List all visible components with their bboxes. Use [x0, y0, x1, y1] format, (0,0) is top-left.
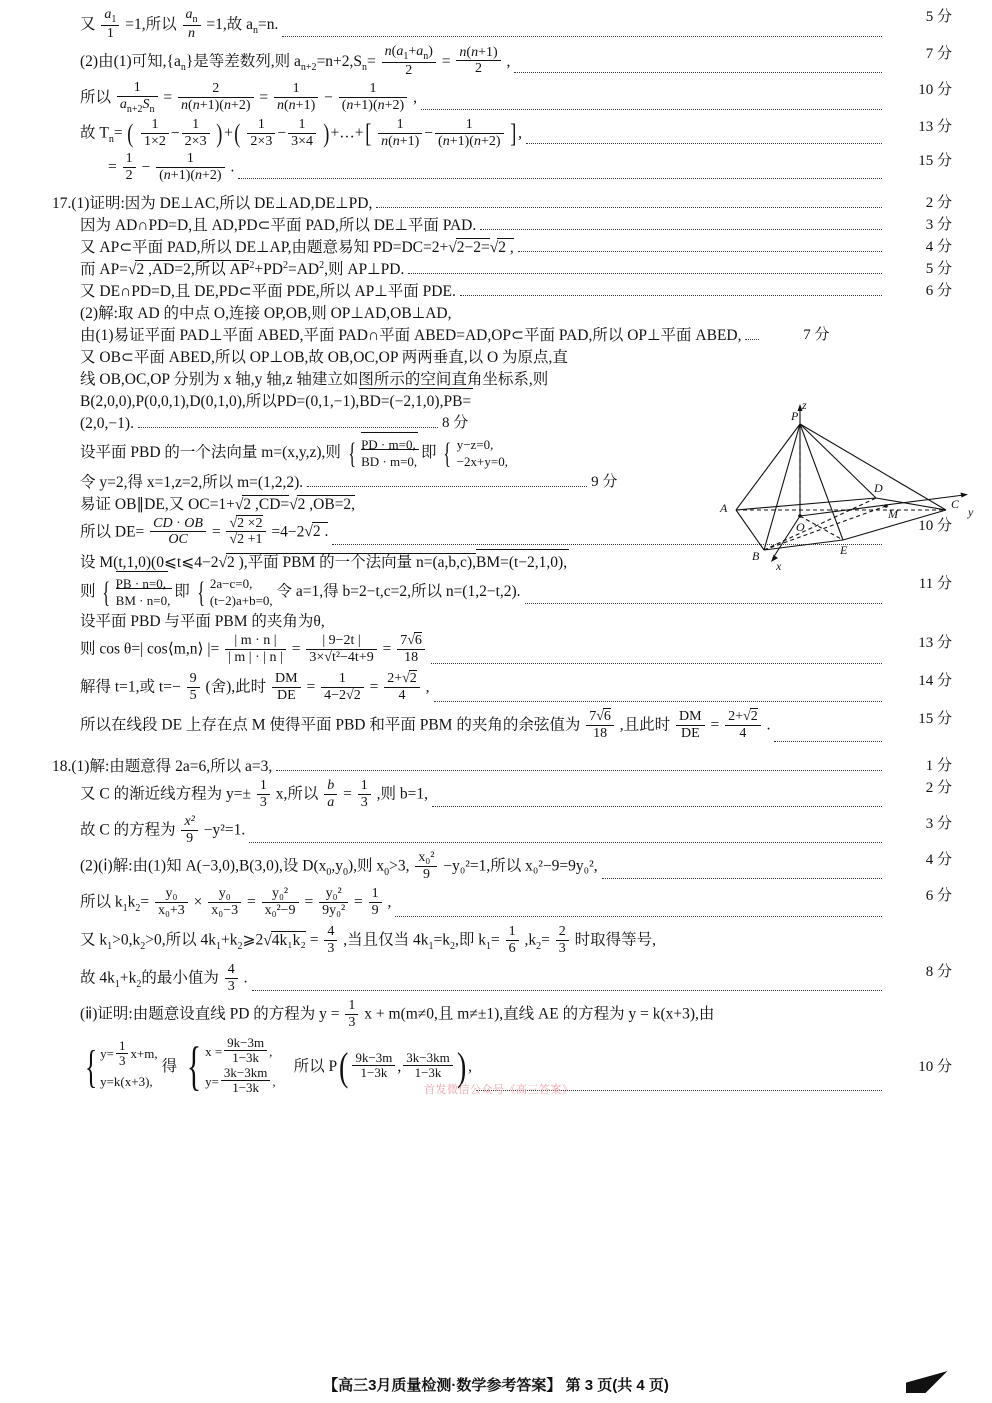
q18-l4-g: −y₀²=1,所以 x₀²−9=9y₀², — [443, 857, 598, 875]
q17-line-9 — [52, 370, 952, 390]
q16-l3-e: , — [413, 89, 417, 107]
q16-l2-d: = — [367, 52, 376, 70]
q18-l5-c: = — [140, 893, 150, 911]
q18-line-5: 所以 $k_1k_2=$ $\frac{\text{y₀}}{\text{x₀+3}}$ × $\frac{\text{y₀}}{\text{x₀−3}}$ = $\frac{\text{y₀²}}{\text{x₀²−9}}$ = $\frac{\text{y₀²}}{\text{9y₀²}}$ = $\frac{1}{9}$ , 6 分 — [80, 885, 952, 918]
q16-l3-d: − — [324, 89, 333, 107]
q18-l6-p: ,k — [524, 931, 537, 949]
q16-l1-d: =n. — [258, 15, 279, 33]
q17-l16-a: 设 M(t,1,0)(0⩽t⩽4−2 — [80, 553, 219, 571]
q18-l6-m: = — [491, 931, 500, 949]
q18-l9-h: 9k−3m — [224, 1036, 267, 1052]
q18-l6-n: 1 — [506, 924, 519, 941]
q17-l17-b: PB · n=0, — [115, 575, 166, 591]
q18-l5-o: = — [354, 893, 363, 911]
q18-l9-c: 3 — [118, 1053, 126, 1069]
q18-l2-c: 3 — [259, 794, 267, 810]
q18-number: 18. — [52, 757, 72, 775]
q18-l5-n: 9y₀² — [322, 902, 346, 918]
q17-l20-j: 2 — [353, 687, 361, 703]
q17-line-4: 而 AP= √ 2 ,AD=2,所以 $AP^2+PD^2=AD^2$,则 AP⊥PD. 5 分 — [52, 260, 952, 280]
q18-l5-q: 9 — [371, 902, 379, 918]
q17-l20-e: DM — [272, 671, 301, 688]
q18-l7-c: 的最小值为 — [141, 969, 219, 987]
q18-l5-i: = — [246, 893, 256, 911]
q18-l9-j: , — [269, 1043, 273, 1059]
q16-l5-b: − — [141, 159, 151, 177]
dot-leader — [395, 906, 882, 917]
q17-l17-f: (t−2)a+b=0, — [209, 593, 273, 609]
q18-l5-d: y₀ — [155, 886, 188, 903]
q17-l3-c: 2 , — [498, 238, 514, 256]
q17-l1-score: 2 分 — [925, 194, 952, 211]
q17-number: 17. — [52, 194, 72, 212]
q17-l4-a: 而 AP= — [80, 260, 128, 278]
q18-l9-e: y=k(x+3), — [100, 1073, 153, 1089]
solid-geometry-figure — [716, 398, 984, 573]
figure-label-B: B — [752, 549, 760, 563]
q17-l19-a: 则 cos θ=| cos⟨m,n⟩ |= — [80, 640, 220, 658]
q17-l7-score: 7 分 — [803, 326, 830, 343]
q18-l9-p: 9k−3m — [352, 1051, 395, 1067]
q17-l20-l: 2+ — [387, 670, 403, 686]
q18-l7-d: 4 — [225, 962, 238, 979]
dot-leader — [408, 263, 882, 274]
q18-l5-m: y₀² — [319, 886, 348, 903]
dot-leader — [745, 329, 759, 340]
q18-l9-i: 1−3k — [232, 1050, 260, 1066]
q18-l5-r: , — [387, 893, 392, 911]
q17-l15-a: 所以 DE= — [80, 523, 145, 541]
q17-l3-b: 2−2= — [456, 238, 490, 256]
q17-line-20: 解得 t=1,或 t=− $\frac{9}{5}$ (舍),此时 $\frac{DM}{DE}$ = $\frac{1}{4-2 √ 2}$ = $\frac{2+ √ 2}{4}$ , 14 分 — [52, 672, 952, 708]
q18-l3-a: 故 C 的方程为 — [80, 821, 176, 839]
q18-l5-g: y₀ — [208, 886, 241, 903]
q17-l4-c: +PD — [254, 260, 283, 278]
q17-l20-f: DE — [276, 687, 296, 703]
watermark-text: 首发微信公众号《高三答案》 — [424, 1084, 574, 1096]
q17-line-7 — [52, 326, 952, 346]
q18-l6-e: ⩾2 — [242, 931, 264, 949]
q17-l12-a: 设平面 PBD 的一个法向量 m=(x,y,z),则 — [80, 443, 341, 461]
q17-l21-d: 18 — [593, 725, 608, 741]
q17-l19-d: = — [291, 640, 301, 658]
q16-l2-c: =n+2,S — [316, 52, 363, 70]
q17-l21-score: 15 分 — [918, 710, 952, 727]
q17-l4-b: 2 ,AD=2,所以 AP — [136, 260, 250, 278]
q18-l2-g: = — [343, 785, 352, 803]
q17-l21-l: . — [766, 716, 771, 734]
q16-line-3: 所以 $\frac{1}{a_{n+2}S_n}$ = $\frac{2}{n(n+1)(n+2)}$ = $\frac{1}{n(n+1)}$ − $\frac{1}{(n+1)(n+2)}$ , 10 分 — [80, 80, 952, 115]
q18-l5-h: x₀−3 — [211, 902, 239, 918]
q18-l1: (1)解:由题意得 2a=6,所以 a=3, — [71, 757, 273, 775]
q17-l19-g: t²−4t+9 — [331, 649, 374, 665]
q17-l10-c: PB= — [443, 392, 472, 410]
q17-l14-c: 2 ,OB=2, — [297, 495, 356, 513]
q18-l9-q: 1−3k — [360, 1065, 388, 1081]
q17-l19-b: | m · n | — [225, 633, 286, 650]
q18-l4-a: (2)(ⅰ)解:由(1)知 A(−3,0),B(3,0),设 D(x — [80, 857, 327, 875]
q18-line-9: { y= $\frac{1}{3}$ x+m, y=k(x+3), 得 { x = $\frac{9k-3m}{1-3k}$ , y= $\frac{3k-3km}{1-3k}$ , 所以 P ( $\frac{9k-3m}{1-3k}$ , $\frac{3k-3km}{1-3k}$ ) , 10 分 — [84, 1034, 952, 1097]
q18-l8-d: x + m(m≠0,且 m≠±1),直线 AE 的方程为 y = k(x+3),由 — [364, 1005, 715, 1023]
q17-l5-score: 6 分 — [925, 282, 952, 299]
q17-l21-f: DM — [676, 709, 705, 726]
q18-l6-h: 4 — [324, 924, 337, 941]
q17-l2-score: 3 分 — [925, 216, 952, 233]
q16-l5-a: = — [108, 159, 117, 177]
q18-l9-d: x+m, — [130, 1046, 158, 1062]
q18-l9-l: 3k−3km — [221, 1066, 270, 1082]
q18-l7-e: 3 — [227, 978, 235, 994]
q17-l18: 设平面 PBD 与平面 PBM 的夹角为θ, — [80, 612, 325, 630]
dot-leader — [774, 731, 882, 742]
q17-l17-g: 令 a=1,得 b=2−t,c=2,所以 n=(1,2−t,2). — [276, 582, 521, 600]
q18-line-3 — [52, 815, 952, 849]
q18-l9-o: 所以 P — [293, 1058, 338, 1076]
dot-leader — [514, 62, 882, 73]
q18-l7-b: +k — [119, 969, 137, 987]
q18-l6-a: 又 k — [80, 931, 108, 949]
q18-l9-g: x = — [205, 1043, 223, 1059]
dot-leader — [307, 476, 587, 487]
q17-l14-b: 2 ,CD= — [243, 495, 290, 513]
q18-l9-t: 1−3k — [414, 1065, 442, 1081]
dot-leader — [480, 219, 882, 230]
q18-l6-b: >0,k — [112, 931, 141, 949]
q16-l2-a: (2)由(1)可知,{a — [80, 52, 181, 70]
q17-l4-score: 5 分 — [925, 260, 952, 277]
q16-l1-a: 又 — [80, 15, 96, 33]
q18-line-2 — [52, 779, 952, 813]
q18-l9-k: y= — [205, 1073, 219, 1089]
q16-line-1: 又 $\frac{a_1}{1}$ =1,所以 $\frac{a_n}{n}$ =1,故 $a_n=n$. 5 分 — [80, 7, 952, 41]
q18-l5-score: 6 分 — [925, 887, 952, 904]
q18-line-1 — [52, 757, 952, 777]
q16-l2-e: = — [441, 52, 451, 70]
q18-line-8 — [52, 999, 952, 1035]
q17-l12-e: y−z=0, — [456, 436, 494, 452]
q17-l19-i: 7 — [400, 632, 408, 648]
q16-l5-c: . — [230, 159, 235, 177]
q16-l2-score: 7 分 — [925, 45, 952, 62]
q16-l1-c: =1,故 a — [206, 15, 254, 33]
q17-l20-i: 4−2 — [324, 687, 347, 703]
q17-line-21 — [52, 710, 952, 748]
q18-l2-f: a — [327, 794, 335, 810]
q17-l16-b: 2 ),平面 PBM 的一个法向量 n=(a,b,c), — [227, 553, 476, 571]
q18-l2-b: 1 — [257, 778, 270, 795]
figure-label-z: z — [802, 398, 807, 412]
q16-line-4: 故 $T_n=$ ( $\frac{1}{1\times 2}$ − $\frac{1}{2\times 3}$ )+( $\frac{1}{2\times 3}$ − $\frac{1}{3\times 4}$ )+…+[ $\frac{1}{n(n+1)}$ − $\frac{1}{(n+1)(n+2)}$ ], 13 分 — [80, 116, 952, 149]
q17-l19-j: 6 — [414, 632, 422, 648]
q18-l5-j: y₀² — [262, 886, 299, 903]
q18-l6-l: ,即 k — [454, 931, 486, 949]
q18-l9-m: 1−3k — [232, 1080, 260, 1096]
q18-l4-f: 9 — [422, 866, 430, 882]
dot-leader — [460, 285, 882, 296]
q18-l6-k: =k — [433, 931, 450, 949]
q18-l3-score: 3 分 — [925, 815, 952, 832]
q17-l20-d: (舍),此时 — [205, 678, 267, 696]
q16-l2-b: }是等差数列,则 a — [185, 52, 301, 70]
q17-l2: 因为 AD∩PD=D,且 AD,PD⊂平面 PAD,所以 DE⊥平面 PAD. — [80, 216, 477, 234]
figure-label-E: E — [840, 543, 848, 557]
dot-leader — [376, 197, 882, 208]
q16-l3-a: 所以 — [80, 89, 112, 107]
q17-l4-e: ,则 AP⊥PD. — [324, 260, 405, 278]
q17-line-2 — [52, 216, 952, 236]
figure-label-A: A — [720, 501, 728, 515]
q18-l6-j: ,当且仅当 4k — [343, 931, 429, 949]
q17-l17-a: 则 — [80, 582, 96, 600]
figure-label-P: P — [791, 409, 799, 423]
q18-l6-q: = — [541, 931, 550, 949]
q18-l5-e: x₀+3 — [158, 902, 185, 918]
q18-l6-d: +k — [221, 931, 238, 949]
q17-line-18 — [52, 612, 952, 632]
q17-line-17: 则 { PB · n=0, BM · n=0, 即 { 2a−c=0, (t−2)a+b=0, 令 a=1,得 b=2−t,c=2,所以 n=(1,2−t,2). 11 分 — [80, 575, 952, 609]
q17-l10-b: BD=(−2,1,0), — [359, 392, 444, 410]
q17-l4-d: =AD — [287, 260, 320, 278]
q17-l8: 又 OB⊂平面 ABED,所以 OP⊥OB,故 OB,OC,OP 两两垂直,以 O 为原点,直 — [80, 348, 568, 366]
q17-l21-c: 6 — [603, 708, 611, 724]
dot-leader — [282, 26, 882, 37]
q18-l2-i: 3 — [360, 794, 368, 810]
q18-l6-g: = — [309, 931, 319, 949]
q17-line-8 — [52, 348, 952, 368]
q17-l20-m: 2 — [409, 670, 417, 686]
q18-line-7: 故 $4k_1+k_2$的最小值为 $\frac{4}{3}$ . 8 分 — [80, 961, 952, 994]
q17-l20-h: 1 — [321, 671, 364, 688]
q18-l7-score: 8 分 — [925, 963, 952, 980]
q17-l3-score: 4 分 — [925, 238, 952, 255]
q17-l21-g: DE — [680, 725, 700, 741]
q17-l19-e: | 9−2t | — [306, 633, 376, 650]
q17-l21-k: 4 — [739, 725, 747, 741]
q17-line-15: 所以 DE= $\frac{CD \cdot OB}{OC}$ = √ 2 ×2 √ 2 +1 =4−2 √ 2 . 10 分 — [52, 517, 952, 551]
dot-leader — [518, 241, 882, 252]
q17-l17-d: 即 — [174, 582, 190, 600]
q17-l20-c: 5 — [189, 687, 197, 703]
dot-leader — [434, 691, 882, 702]
q17-l21-j: 2 — [750, 708, 758, 724]
q17-line-6 — [52, 304, 952, 324]
q18-l2-d: x,所以 — [275, 785, 319, 803]
q16-line-2: (2)由(1)可知$,\{a_n\}$是等差数列,则 $a_{n+2}=n+2,S_n=$ $\frac{n(a_1+a_n)}{2}$ = $\frac{n(n+1)}{2}$ , 7 分 — [80, 43, 952, 78]
q17-l19-score: 13 分 — [918, 634, 952, 651]
q18-l5-a: 所以 k — [80, 893, 123, 911]
q17-l17-c: BM · n=0, — [115, 593, 171, 609]
dot-leader — [526, 133, 882, 144]
q17-l20-b: 9 — [187, 671, 200, 688]
q17-l12-b: PD · m=0, — [361, 436, 416, 452]
q18-l8-c: 3 — [348, 1014, 356, 1030]
q17-l19-k: 18 — [404, 649, 419, 665]
q17-l21-b: 7 — [589, 708, 597, 724]
q18-l5-l: = — [304, 893, 314, 911]
q17-l19-h: = — [382, 640, 392, 658]
q18-l9-n: , — [272, 1073, 276, 1089]
q17-l16-c: BM=(t−2,1,0), — [475, 553, 568, 571]
figure-label-M: M — [888, 507, 898, 521]
dot-leader — [431, 653, 882, 664]
q17-l20-g: = — [306, 678, 316, 696]
q18-l2-h: 1 — [358, 778, 371, 795]
q18-l3-c: 9 — [186, 830, 194, 846]
q17-l12-c: BD · m=0, — [361, 454, 418, 470]
q18-l6-s: 3 — [558, 940, 566, 956]
dot-leader — [602, 868, 882, 879]
q16-l5-score: 15 分 — [918, 153, 952, 170]
dot-leader — [525, 593, 882, 604]
q17-l15-c: =4−2 — [271, 523, 305, 541]
q17-line-3 — [52, 238, 952, 258]
q16-l1-b: =1,所以 — [125, 15, 177, 33]
dot-leader — [432, 796, 882, 807]
q18-line-6: 又 $k_1>0,k_2>0$,所以 $4k_1+k_2⩾2$ √ 4k₁k₂ = $\frac{4}{3}$ ,当且仅当 $4k_1=k_2$,即 $k_1=$ $\frac{1}{6}$ $,k_2=$ $\frac{2}{3}$ 时取得等号, — [52, 925, 952, 961]
q17-l20-k: = — [369, 678, 379, 696]
q18-l5-b: k — [127, 893, 136, 911]
q18-l7-a: 故 4k — [80, 969, 115, 987]
figure-label-O: O — [796, 520, 805, 534]
q18-l6-t: 时取得等号, — [574, 931, 657, 949]
q16-l4-score: 13 分 — [918, 118, 952, 135]
q17-line-12: 设平面 PBD 的一个法向量 m=(x,y,z),则 { PD · m=0, BD · m=0, 即 { y−z=0, −2x+y=0, — [80, 436, 508, 470]
q18-l3-d: −y²=1. — [203, 821, 246, 839]
q18-l6-i: 3 — [327, 940, 335, 956]
q17-l9: 线 OB,OC,OP 分别为 x 轴,y 轴,z 轴建立如图所示的空间直角坐标系,则 — [80, 370, 549, 388]
q17-l19-f: 3× — [309, 649, 325, 665]
q18-l6-o: 6 — [508, 940, 516, 956]
q17-l14-a: 易证 OB∥DE,又 OC=1+ — [80, 495, 235, 513]
q18-l6-c: >0,所以 4k — [145, 931, 217, 949]
q17-l21-e: ,且此时 — [619, 716, 671, 734]
figure-label-x: x — [776, 559, 782, 573]
q18-l6-r: 2 — [556, 924, 569, 941]
q18-l2-score: 2 分 — [925, 779, 952, 796]
q18-l5-p: 1 — [369, 886, 382, 903]
page-footer: 【高三3月质量检测·数学参考答案】 第 3 页(共 4 页) — [323, 1377, 669, 1394]
q18-l2-e: b — [327, 777, 335, 793]
q18-l8-a: (ⅱ)证明:由题意设直线 PD 的方程为 y = — [80, 1005, 340, 1023]
dot-leader — [238, 168, 882, 179]
q16-l4-b: = — [113, 124, 123, 142]
figure-label-C: C — [951, 497, 960, 511]
q18-l4-e: x₀² — [415, 850, 437, 867]
q18-l9-b: 1 — [116, 1039, 129, 1055]
q17-l13: 令 y=2,得 x=1,z=2,所以 m=(1,2,2). — [80, 473, 304, 491]
q17-l21-a: 所以在线段 DE 上存在点 M 使得平面 PBD 和平面 PBM 的夹角的余弦值为 — [80, 716, 581, 734]
q16-l2-f: , — [506, 52, 511, 70]
q17-l7: 由(1)易证平面 PAD⊥平面 ABED,平面 PAD∩平面 ABED=AD,OP⊂平面 PAD,所以 OP⊥平面 ABED, — [80, 326, 742, 344]
q18-l4-d: >3, — [389, 857, 410, 875]
q17-l20-a: 解得 t=1,或 t=− — [80, 678, 181, 696]
q18-line-4: (2)(ⅰ)解:由(1)知 A(−3,0),B(3,0),设 $D(x_0,y_0)$,则 $x_0>3$, $\frac{\text{x₀²}}{9}$ −y₀²=1,所以 x₀²−9=9y₀², 4 分 — [80, 849, 952, 882]
q17-l5: 又 DE∩PD=D,且 DE,PD⊂平面 PDE,所以 AP⊥平面 PDE. — [80, 282, 456, 300]
q17-l3-a: 又 AP⊂平面 PAD,所以 DE⊥AP,由题意易知 PD=DC=2+ — [80, 238, 449, 256]
q16-l3-c: = — [259, 89, 269, 107]
q17-line-19 — [52, 634, 952, 670]
q17-l17-e: 2a−c=0, — [209, 575, 253, 591]
dot-leader — [252, 980, 882, 991]
q16-line-5: = $\frac{1}{2}$ − $\frac{1}{(n+1)(n+2)}$ . 15 分 — [108, 151, 952, 183]
q18-l3-b: x² — [184, 813, 195, 829]
q17-l15-d: 2 . — [312, 523, 329, 541]
q18-l1-score: 1 分 — [925, 757, 952, 774]
figure-label-y: y — [968, 505, 974, 519]
q17-l15-score: 10 分 — [918, 517, 952, 534]
q17-l6: (2)解:取 AD 的中点 O,连接 OP,OB,则 OP⊥AD,OB⊥AD, — [80, 304, 452, 322]
q18-l2-a: 又 C 的渐近线方程为 y=± — [80, 785, 251, 803]
q18-l9-r: , — [397, 1058, 402, 1076]
q18-l8-b: 1 — [345, 998, 358, 1015]
q18-l9-s: 3k−3km — [403, 1051, 452, 1067]
q17-l19-c: | m | · | n | — [228, 649, 283, 665]
q16-l1-score: 5 分 — [925, 9, 952, 25]
q17-l20-n: 4 — [398, 687, 406, 703]
q17-l1: (1)证明:因为 DE⊥AC,所以 DE⊥AD,DE⊥PD, — [71, 194, 373, 212]
q18-l7-f: . — [243, 969, 248, 987]
q17-line-5 — [52, 282, 952, 302]
q18-l4-b: ,y — [331, 857, 343, 875]
q18-l4-c: ),则 x — [347, 857, 385, 875]
q17-l17-score: 11 分 — [918, 575, 952, 592]
q18-l4-score: 4 分 — [925, 851, 952, 868]
q17-l12-d: 即 — [421, 443, 437, 461]
q17-l13-score: 9 分 — [591, 473, 618, 490]
q18-l6-f: 4k₁k₂ — [271, 931, 306, 949]
dot-leader — [276, 760, 882, 771]
dot-leader — [138, 417, 438, 428]
q17-l11-score: 8 分 — [441, 414, 469, 431]
q17-l21-h: = — [710, 716, 720, 734]
q18-l9-score: 10 分 — [918, 1058, 952, 1075]
q16-l3-score: 10 分 — [918, 82, 952, 99]
q17-l15-b: = — [211, 523, 221, 541]
dot-leader — [249, 832, 882, 843]
q17-l11: (2,0,−1). — [80, 414, 134, 432]
figure-label-D: D — [874, 481, 883, 495]
q17-l21-i: 2+ — [728, 708, 744, 724]
q17-l12-f: −2x+y=0, — [456, 454, 508, 470]
dot-leader — [421, 99, 882, 110]
q17-line-1 — [52, 194, 952, 214]
q16-l3-b: = — [163, 89, 173, 107]
q18-l9-u: , — [468, 1058, 472, 1076]
q18-l9-f: 得 — [161, 1058, 178, 1076]
q16-l4-a: 故 T — [80, 124, 109, 142]
q18-l5-k: x₀²−9 — [264, 902, 296, 918]
q18-l2-j: ,则 b=1, — [376, 785, 428, 803]
q18-l9-a: y= — [100, 1046, 114, 1062]
q17-l20-score: 14 分 — [918, 672, 952, 689]
q17-l10-a: B(2,0,0),P(0,0,1),D(0,1,0),所以PD=(0,1,−1), — [80, 392, 360, 410]
q18-l5-f: × — [193, 893, 203, 911]
